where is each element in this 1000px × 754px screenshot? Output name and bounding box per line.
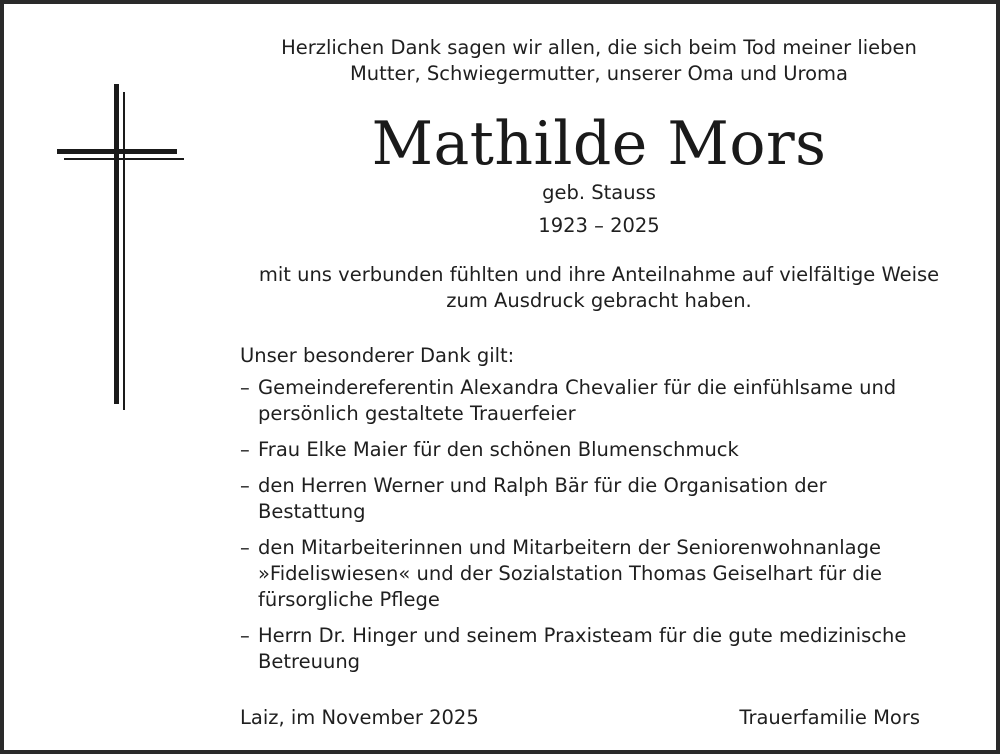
thanks-item-line: Herrn Dr. Hinger und seinem Praxisteam für die gute medizinische [258, 624, 907, 647]
thanks-item-line: fürsorgliche Pflege [258, 588, 440, 611]
intro-line-1: Herzlichen Dank sagen wir allen, die sich beim Tod meiner lieben [281, 36, 917, 59]
signature: Trauerfamilie Mors [739, 706, 920, 729]
thanks-item-line: Betreuung [258, 650, 361, 673]
intro-text [244, 35, 954, 87]
thanks-item-line: Frau Elke Maier für den schönen Blumenschmuck [258, 438, 739, 461]
thanks-item-line: »Fideliswiesen« und der Sozialstation Thomas Geiselhart für die [258, 562, 883, 585]
intro-line-2: Mutter, Schwiegermutter, unserer Oma und Uroma [349, 62, 848, 85]
dash: – [240, 624, 250, 647]
thanks-item [240, 473, 960, 525]
thanks-item-line: Bestattung [258, 500, 366, 523]
place-date: Laiz, im November 2025 [240, 706, 479, 729]
thanks-item [240, 623, 960, 675]
cross-icon [4, 4, 204, 424]
continuation-line-2: zum Ausdruck gebracht haben. [446, 289, 752, 312]
continuation-line-1: mit uns verbunden fühlten und ihre Anteilnahme auf vielfältige Weise [258, 263, 940, 286]
deceased-name: Mathilde Mors [371, 109, 827, 179]
thanks-item [240, 375, 960, 427]
thanks-item-line: persönlich gestaltete Trauerfeier [258, 402, 576, 425]
thanks-list [240, 375, 960, 685]
thanks-item-line: Gemeindereferentin Alexandra Chevalier für die einfühlsame und [258, 376, 897, 399]
dash: – [240, 474, 250, 497]
thanks-item-line: den Mitarbeiterinnen und Mitarbeitern der Seniorenwohnanlage [258, 536, 882, 559]
life-dates: 1923 – 2025 [538, 214, 660, 237]
dash: – [240, 438, 250, 461]
thanks-item [240, 535, 960, 613]
dash: – [240, 536, 250, 559]
dash: – [240, 376, 250, 399]
thanks-heading: Unser besonderer Dank gilt: [240, 344, 515, 367]
birth-name: geb. Stauss [542, 181, 656, 204]
thanks-item-line: den Herren Werner und Ralph Bär für die Organisation der [258, 474, 827, 497]
continuation-text [244, 262, 954, 314]
thanks-item [240, 437, 960, 463]
